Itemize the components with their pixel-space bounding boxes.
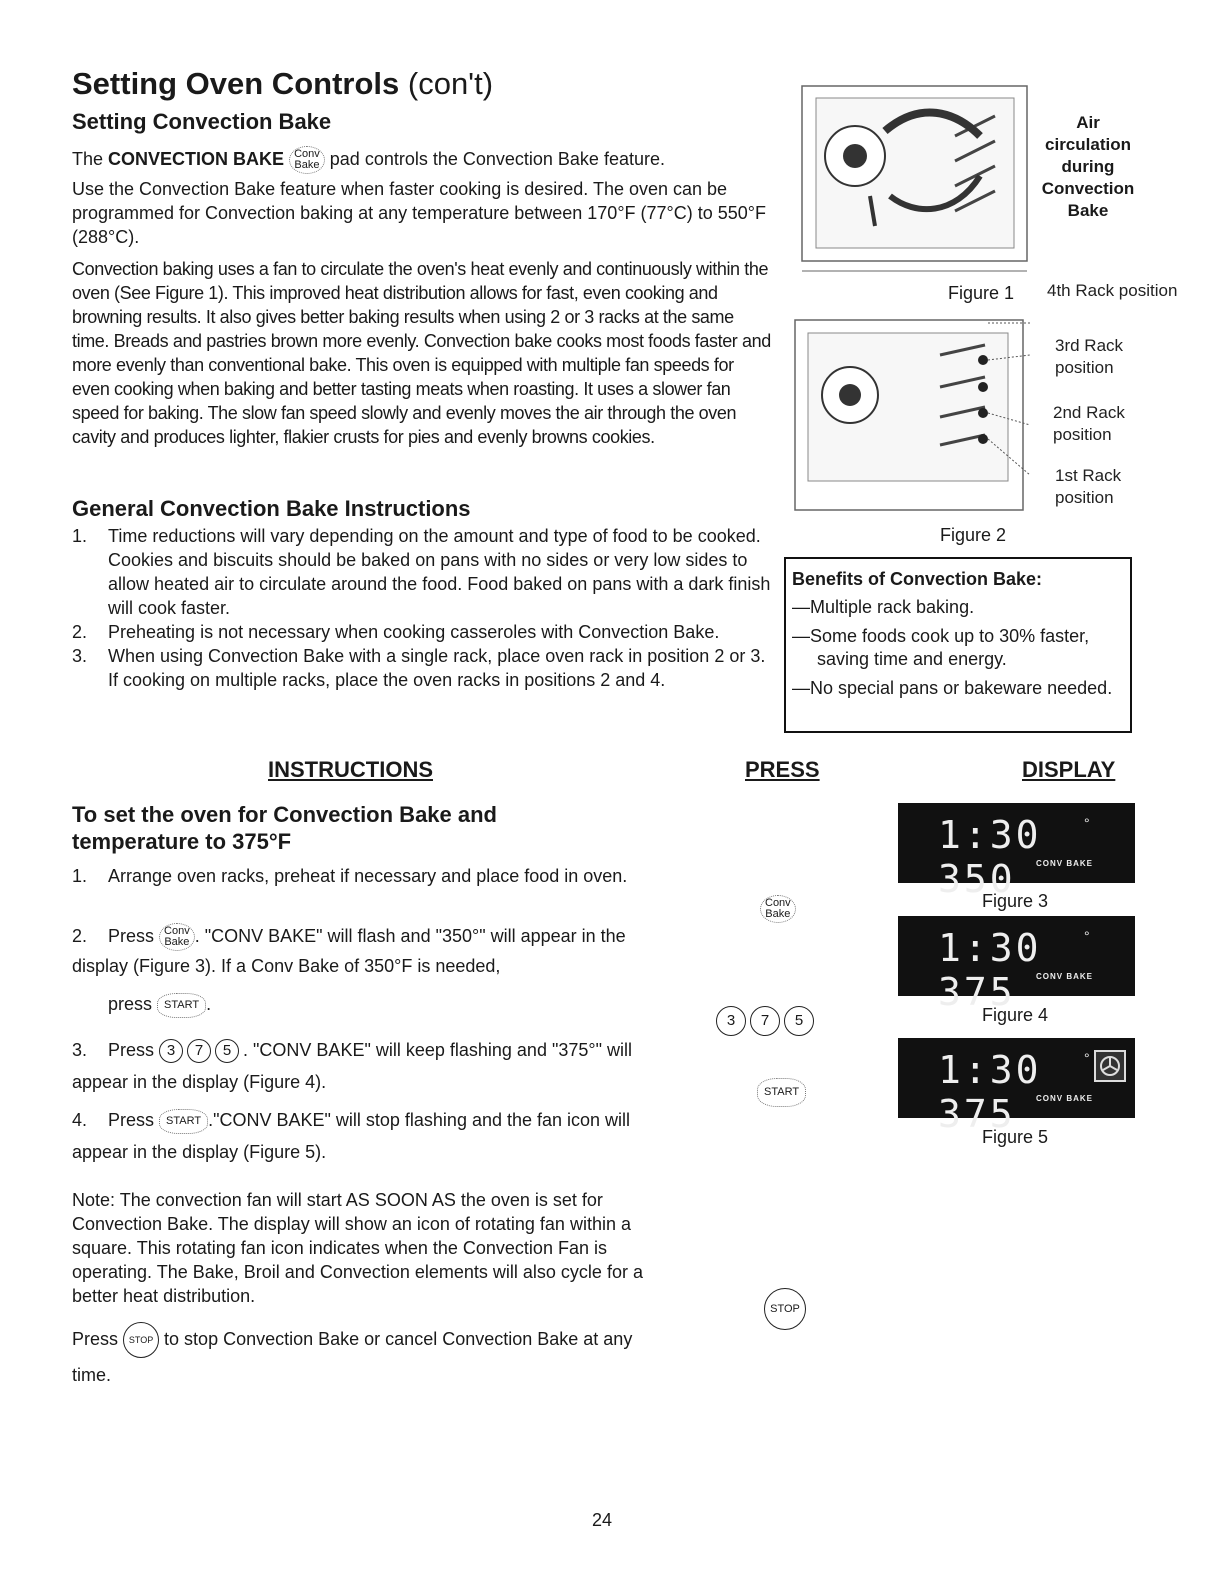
step-3: 3. Press 3 7 5 . "CONV BAKE" will keep flashing and "375°" will appear in the display (Figure 4). bbox=[72, 1040, 632, 1092]
stop-pad-icon: STOP bbox=[123, 1322, 159, 1358]
start-pad-icon: START bbox=[159, 1109, 208, 1134]
rack-3-label: 3rd Rack position bbox=[1055, 336, 1124, 377]
rack-4-label: 4th Rack position bbox=[1047, 281, 1178, 300]
digit-5-pad-icon: 5 bbox=[215, 1039, 239, 1063]
benefit-item: —Multiple rack baking. bbox=[792, 597, 975, 617]
digit-7-pad-icon: 7 bbox=[750, 1006, 780, 1036]
display-mode-label: CONV BAKE bbox=[1036, 859, 1094, 868]
start-pad-icon: START bbox=[157, 993, 206, 1018]
display-figure-5: 1:30 375 ° CONV BAKE bbox=[898, 1038, 1135, 1118]
stop-pad-icon: STOP bbox=[764, 1288, 806, 1330]
display-digits: 1:30 375 bbox=[938, 926, 1042, 1014]
figure-1-caption: Figure 1 bbox=[948, 283, 1015, 303]
digit-7-pad-icon: 7 bbox=[187, 1039, 211, 1063]
page-number: 24 bbox=[592, 1510, 613, 1530]
figure-4-caption: Figure 4 bbox=[982, 1005, 1049, 1025]
list-item: 1. Time reductions will vary depending on the amount and type of food to be cooked. Cookies and biscuits should be baked on pans with no sides or very low sides to allow heated air to circulate around the food. Food baked on pans with a dark finish will cook faster. bbox=[72, 526, 771, 618]
intro-paragraph-3: Convection baking uses a fan to circulate the oven's heat evenly and continuously within the oven (See Figure 1). This improved heat distribution allows for fast, even cooking and browning results. It also gives better baking results when using 2 or 3 racks at the same time. Breads and pastries brown more evenly. Convection bake cooks most foods faster and more evenly than conventional bake. This oven is equipped with multiple fan speeds for even cooking when baking and better tasting meats when roasting. It uses a slower fan speed for baking. The slow fan speed slowly and evenly moves the air through the oven cavity and produces lighter, flakier crusts for pies and evenly browns cookies. bbox=[72, 259, 771, 447]
conv-bake-pad-icon: Conv Bake bbox=[159, 923, 195, 951]
figure-3-caption: Figure 3 bbox=[982, 891, 1049, 911]
display-digits: 1:30 350 bbox=[938, 813, 1042, 901]
instructions-column-header: INSTRUCTIONS bbox=[268, 757, 433, 782]
section-subtitle: Setting Convection Bake bbox=[72, 109, 332, 134]
list-item: 3. When using Convection Bake with a single rack, place oven rack in position 2 or 3. If cooking on multiple racks, place the oven racks in positions 2 and 4. bbox=[72, 646, 766, 690]
display-digits: 1:30 375 bbox=[938, 1048, 1042, 1136]
oven-air-circulation-illustration bbox=[790, 76, 1040, 281]
page-title: Setting Oven Controls (con't) bbox=[72, 66, 494, 101]
intro-paragraph-2: Use the Convection Bake feature when faster cooking is desired. The oven can be programmed for Convection baking at any temperature between 170°F (77°C) to 550°F (288°C). bbox=[72, 179, 766, 247]
benefit-item: —No special pans or bakeware needed. bbox=[792, 678, 1113, 698]
press-column-header: PRESS bbox=[745, 757, 820, 782]
digit-pads bbox=[716, 1006, 818, 1036]
intro-line: The CONVECTION BAKE Conv Bake pad controls the Convection Bake feature. bbox=[72, 146, 772, 174]
oven-rack-positions-illustration bbox=[790, 315, 1030, 520]
benefit-item: —Some foods cook up to 30% faster, saving time and energy. bbox=[792, 626, 1090, 669]
conv-bake-pad-icon: Conv Bake bbox=[289, 146, 325, 174]
steps-heading: To set the oven for Convection Bake and temperature to 375°F bbox=[72, 802, 497, 854]
stop-instruction: Press STOP to stop Convection Bake or cancel Convection Bake at any time. bbox=[72, 1322, 672, 1392]
general-list bbox=[72, 524, 772, 692]
rack-1-label: 1st Rack position bbox=[1055, 466, 1122, 507]
conv-bake-pad-icon: Conv Bake bbox=[760, 895, 796, 923]
display-figure-4: 1:30 375 ° CONV BAKE bbox=[898, 916, 1135, 996]
display-figure-3: 1:30 350 ° CONV BAKE bbox=[898, 803, 1135, 883]
digit-3-pad-icon: 3 bbox=[159, 1039, 183, 1063]
step-2-press-start: press START . bbox=[108, 992, 211, 1018]
digit-3-pad-icon: 3 bbox=[716, 1006, 746, 1036]
step-2: 2. Press Conv Bake . "CONV BAKE" will flash and "350°" will appear in the display (Figure 3). If a Conv Bake of 350°F is needed, bbox=[72, 925, 626, 977]
digit-5-pad-icon: 5 bbox=[784, 1006, 814, 1036]
note-paragraph: Note: The convection fan will start AS SOON AS the oven is set for Convection Bake. The display will show an icon of rotating fan within a square. This rotating fan icon indicates when the Convection Fan is operating. The Bake, Broil and Convection elements will also cycle for a better heat distribution. bbox=[72, 1190, 643, 1306]
figure-5-caption: Figure 5 bbox=[982, 1127, 1049, 1147]
benefits-box bbox=[784, 557, 1132, 733]
fan-icon bbox=[1094, 1050, 1126, 1082]
rack-2-label: 2nd Rack position bbox=[1053, 403, 1125, 444]
step-1: 1. Arrange oven racks, preheat if necessary and place food in oven. bbox=[72, 866, 628, 886]
step-4: 4. Press START ."CONV BAKE" will stop flashing and the fan icon will appear in the display (Figure 5). bbox=[72, 1110, 631, 1162]
list-item: 2. Preheating is not necessary when cooking casseroles with Convection Bake. bbox=[72, 622, 720, 642]
display-mode-label: CONV BAKE bbox=[1036, 972, 1094, 981]
display-column-header: DISPLAY bbox=[1022, 757, 1116, 782]
air-circulation-label: Air circulation during Convection Bake bbox=[1041, 113, 1135, 220]
figure-2-caption: Figure 2 bbox=[940, 525, 1007, 545]
benefits-title: Benefits of Convection Bake: bbox=[792, 569, 1043, 589]
general-heading: General Convection Bake Instructions bbox=[72, 496, 471, 521]
display-mode-label: CONV BAKE bbox=[1036, 1094, 1094, 1103]
start-pad-icon: START bbox=[757, 1078, 806, 1107]
